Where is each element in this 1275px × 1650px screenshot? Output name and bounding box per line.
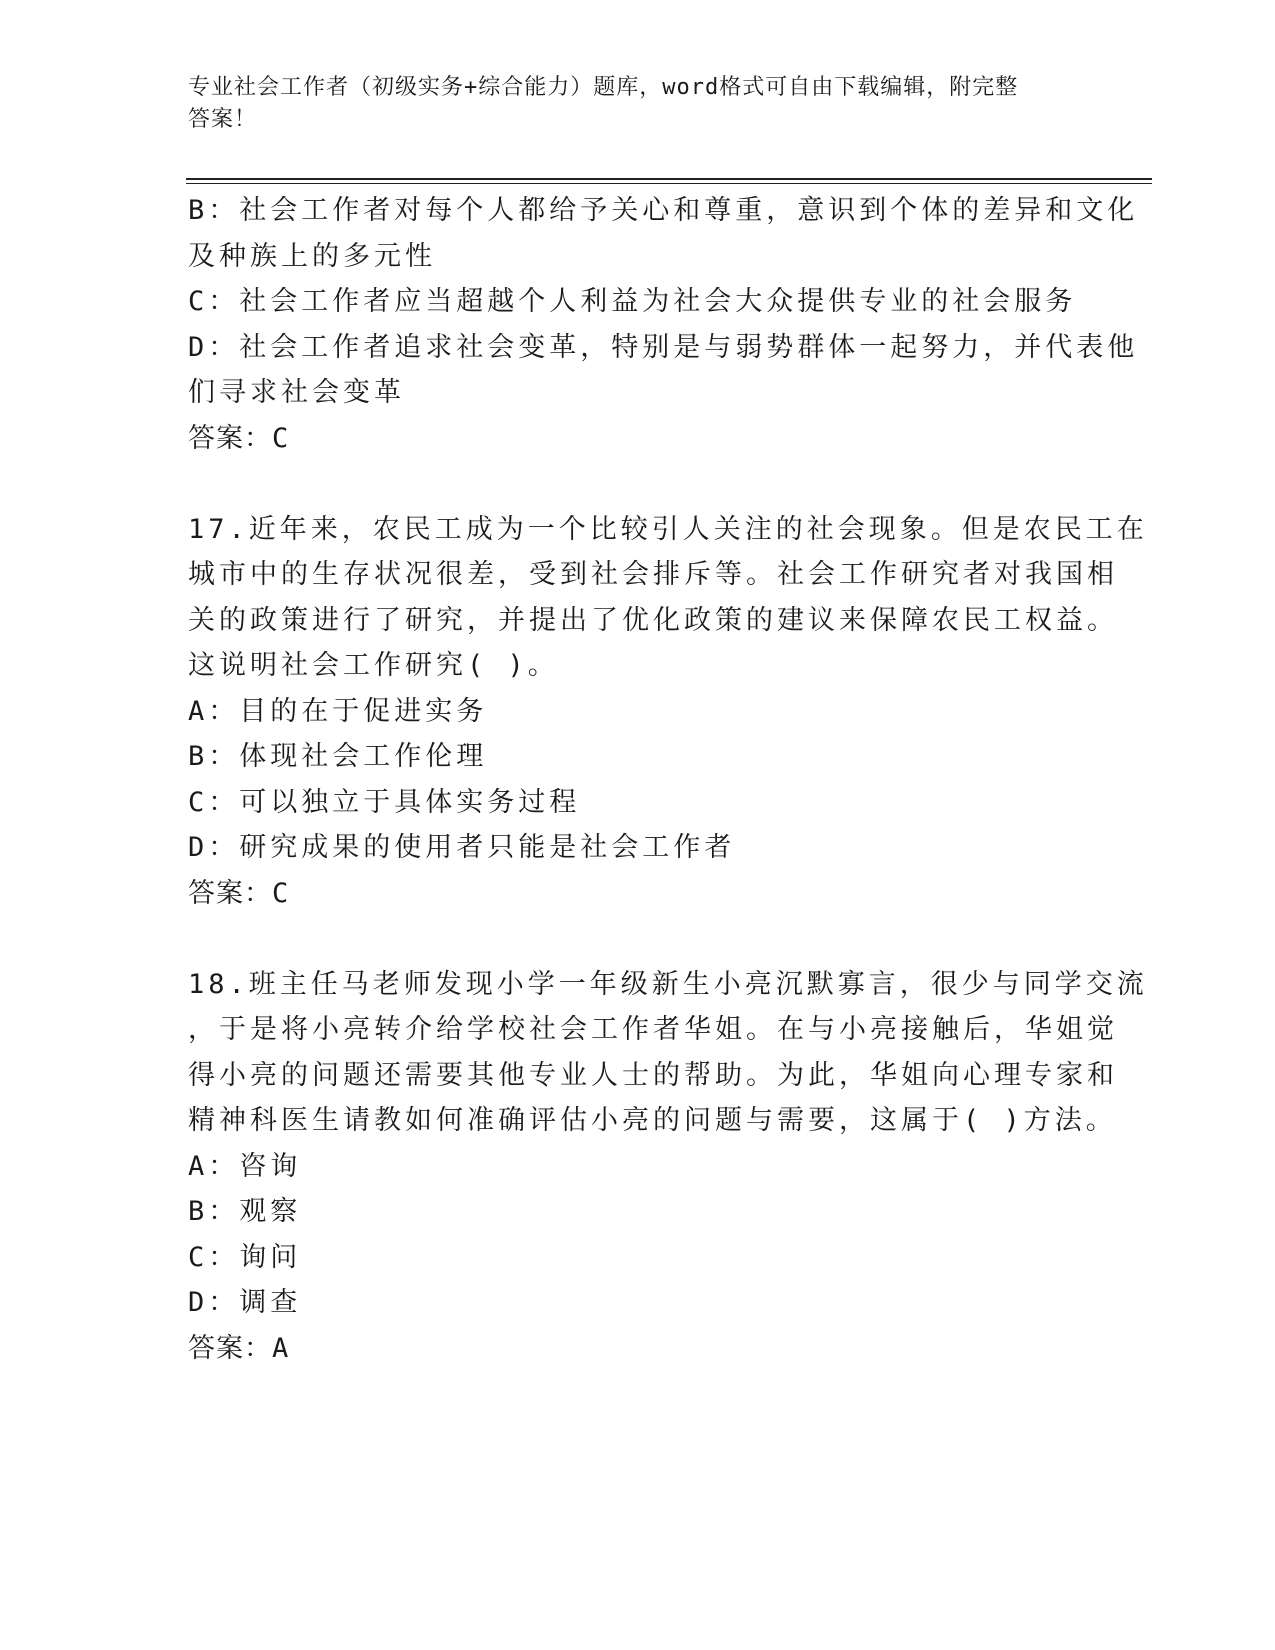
question-stem-line-4: 精神科医生请教如何准确评估小亮的问题与需要，这属于( )方法。: [188, 1105, 1117, 1136]
option-b-line-1: B：社会工作者对每个人都给予关心和尊重，意识到个体的差异和文化: [188, 195, 1139, 226]
answer-value: C: [272, 877, 290, 909]
header-title-line-1: 专业社会工作者（初级实务+综合能力）题库，word格式可自由下载编辑，附完整: [188, 75, 1019, 100]
answer-label: 答案：: [188, 877, 272, 909]
question-stem-line-2: ，于是将小亮转介给学校社会工作者华姐。在与小亮接触后，华姐觉: [188, 1014, 1118, 1045]
answer-label: 答案：: [188, 422, 272, 454]
spacer: [188, 461, 1088, 507]
option-c: C：社会工作者应当超越个人利益为社会大众提供专业的社会服务: [188, 286, 1077, 317]
question-stem-line-3: 关的政策进行了研究，并提出了优化政策的建议来保障农民工权益。: [188, 604, 1118, 636]
option-c: C：询问: [188, 1241, 302, 1273]
option-b-line-2: 及种族上的多元性: [188, 240, 436, 272]
question-18: [188, 962, 1148, 1372]
answer-line: [188, 871, 1088, 917]
header-divider-thick: [186, 178, 1152, 180]
question-stem-line-3: 得小亮的问题还需要其他专业人士的帮助。为此，华姐向心理专家和: [188, 1059, 1118, 1091]
question-content: [188, 188, 1148, 1371]
question-stem-line-1: 18.班主任马老师发现小学一年级新生小亮沉默寡言，很少与同学交流: [188, 968, 1148, 1000]
option-d: D：研究成果的使用者只能是社会工作者: [188, 832, 736, 863]
option-a: A：咨询: [188, 1150, 302, 1182]
option-b: B：体现社会工作伦理: [188, 741, 488, 772]
question-stem-line-4: 这说明社会工作研究( )。: [188, 650, 559, 681]
option-b: B：观察: [188, 1196, 302, 1227]
question-17: [188, 507, 1148, 917]
answer-label: 答案：: [188, 1332, 272, 1364]
question-stem-line-2: 城市中的生存状况很差，受到社会排斥等。社会工作研究者对我国相: [188, 559, 1118, 590]
page-header: [188, 72, 1088, 136]
option-d-line-2: 们寻求社会变革: [188, 377, 405, 408]
answer-value: C: [272, 422, 290, 454]
header-title-line-2: 答案！: [188, 107, 258, 132]
option-d-line-1: D：社会工作者追求社会变革，特别是与弱势群体一起努力，并代表他: [188, 331, 1139, 363]
question-stem-line-1: 17.近年来，农民工成为一个比较引人关注的社会现象。但是农民工在: [188, 513, 1148, 545]
question-16-continued: [188, 188, 1139, 461]
spacer: [188, 916, 1088, 962]
option-d: D：调查: [188, 1287, 302, 1318]
answer-line: [188, 416, 1088, 462]
header-divider-thin: [186, 183, 1152, 184]
answer-line: [188, 1326, 1088, 1372]
answer-value: A: [272, 1332, 290, 1364]
option-c: C：可以独立于具体实务过程: [188, 786, 581, 818]
option-a: A：目的在于促进实务: [188, 695, 488, 727]
